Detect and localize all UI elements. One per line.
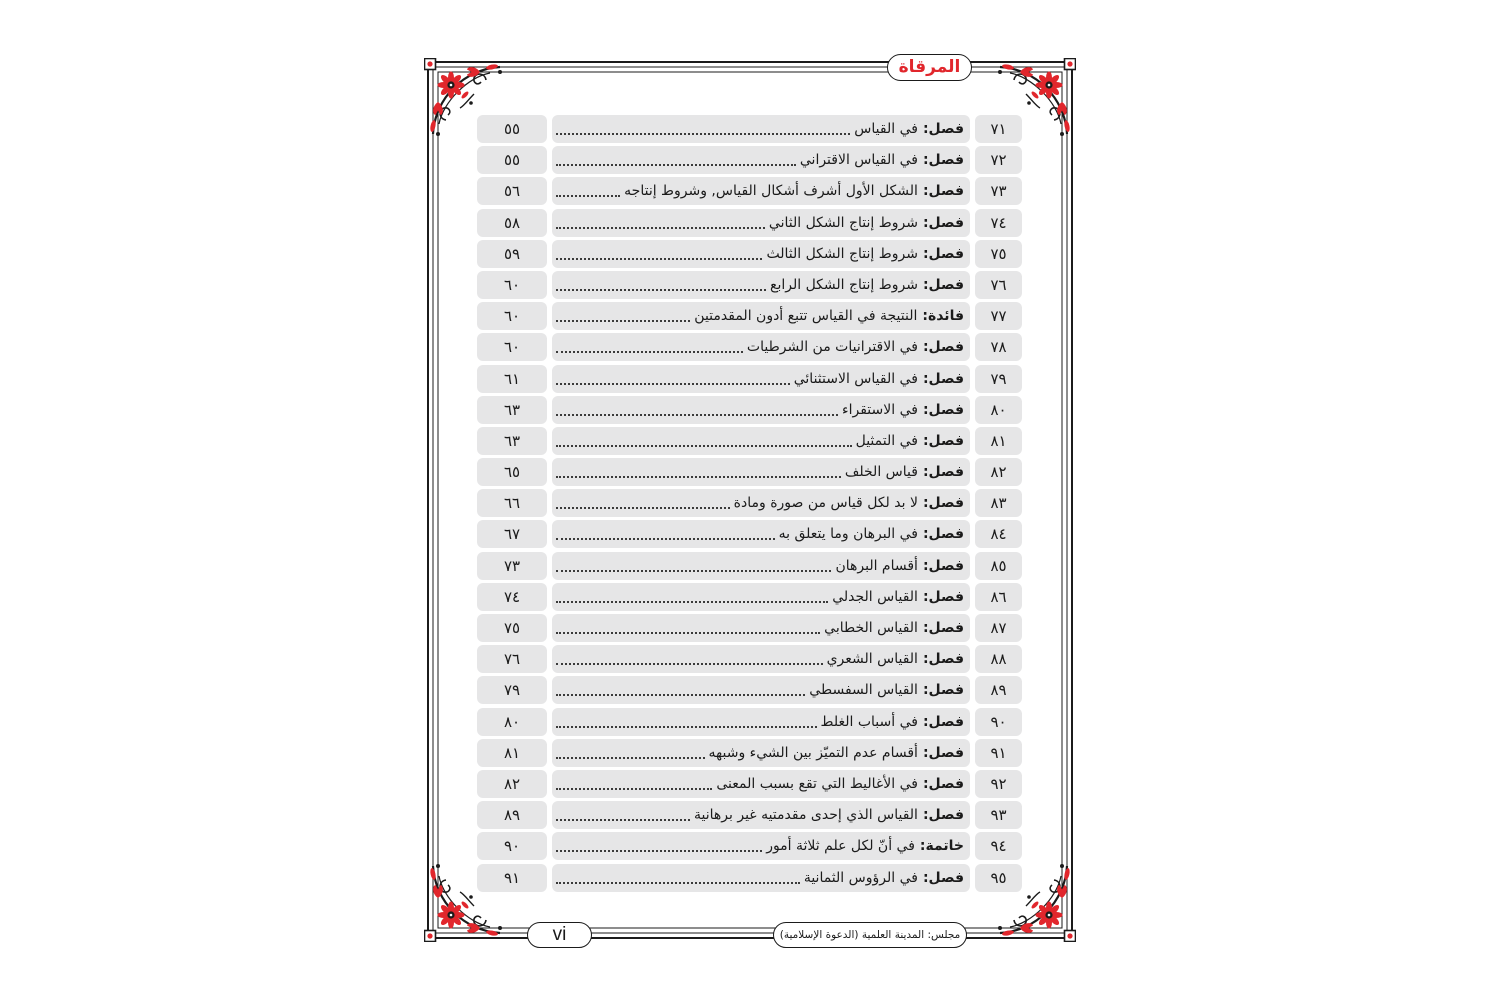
entry-label: فصل: [922, 495, 964, 512]
dot-leader [556, 538, 775, 540]
entry-number: ٩١ [975, 739, 1022, 767]
toc-row [477, 864, 1022, 892]
dot-leader [556, 414, 838, 416]
entry-label: فصل: [922, 588, 964, 605]
entry-label: فصل: [922, 432, 964, 449]
toc-row [477, 146, 1022, 174]
entry-title-cell [552, 333, 970, 361]
entry-number: ٨٧ [975, 614, 1022, 642]
entry-number: ٨٨ [975, 645, 1022, 673]
entry-page-number: ٦٣ [477, 396, 547, 424]
dot-leader [556, 227, 765, 229]
entry-title-cell [552, 770, 970, 798]
entry-title-cell [552, 489, 970, 517]
dot-leader [556, 726, 817, 728]
toc-row [477, 583, 1022, 611]
entry-title-cell [552, 271, 970, 299]
entry-page-number: ٦٠ [477, 333, 547, 361]
entry-title-cell [552, 614, 970, 642]
entry-title: في الرؤوس الثمانية [803, 869, 918, 886]
toc-row [477, 770, 1022, 798]
toc-row [477, 115, 1022, 143]
running-title-pill [887, 54, 972, 81]
toc-row [477, 614, 1022, 642]
entry-page-number: ٦٠ [477, 302, 547, 330]
entry-number: ٩٣ [975, 801, 1022, 829]
publisher-pill [773, 922, 967, 948]
toc-row [477, 489, 1022, 517]
entry-label: فصل: [922, 620, 964, 636]
entry-title-cell [552, 115, 970, 143]
entry-title: في القياس الاقتراني [799, 152, 918, 169]
entry-title: في أنّ لكل علم ثلاثة أمور [766, 838, 915, 855]
entry-title: في الاقترانيات من الشرطيات [746, 339, 918, 356]
toc-row [477, 458, 1022, 486]
entry-label: فصل: [922, 152, 964, 169]
toc-row [477, 209, 1022, 237]
entry-page-number: ٨٩ [477, 801, 547, 829]
entry-title: في القياس [854, 121, 918, 137]
entry-page-number: ٥٩ [477, 240, 547, 268]
entry-page-number: ٥٦ [477, 177, 547, 205]
toc-row [477, 739, 1022, 767]
entry-title: شروط إنتاج الشكل الرابع [770, 276, 918, 293]
toc-row [477, 832, 1022, 860]
dot-leader [556, 507, 730, 509]
dot-leader [556, 195, 620, 197]
toc-row [477, 520, 1022, 548]
entry-title: شروط إنتاج الشكل الثالث [766, 245, 918, 262]
dot-leader [556, 601, 828, 603]
toc-row [477, 271, 1022, 299]
dot-leader [556, 351, 743, 353]
entry-title-cell [552, 458, 970, 486]
entry-title-cell [552, 864, 970, 892]
entry-title: في أسباب الغلط [820, 713, 918, 730]
entry-title: أقسام البرهان [835, 557, 918, 574]
toc-row [477, 240, 1022, 268]
page-number: vi [552, 924, 567, 945]
dot-leader [556, 289, 766, 291]
entry-title-cell [552, 552, 970, 580]
entry-title: في الاستقراء [842, 401, 918, 418]
entry-number: ٧٥ [975, 240, 1022, 268]
entry-number: ٧٩ [975, 365, 1022, 393]
entry-page-number: ٥٨ [477, 209, 547, 237]
dot-leader [556, 258, 762, 260]
entry-page-number: ٧٩ [477, 676, 547, 704]
entry-title-cell [552, 739, 970, 767]
entry-title: في القياس الاستثنائي [793, 370, 918, 387]
entry-number: ٩٥ [975, 864, 1022, 892]
page-number-pill [527, 922, 592, 948]
dot-leader [556, 694, 805, 696]
entry-page-number: ٥٥ [477, 146, 547, 174]
entry-number: ٧٧ [975, 302, 1022, 330]
dot-leader [556, 882, 800, 884]
toc-row [477, 552, 1022, 580]
entry-number: ٧٣ [975, 177, 1022, 205]
entry-label: فصل: [922, 214, 964, 231]
publisher-name: مجلس: المدينة العلمية (الدعوة الإسلامية) [779, 929, 961, 941]
entry-title-cell [552, 177, 970, 205]
entry-label: فائدة: [922, 308, 964, 325]
entry-title: الشكل الأول أشرف أشكال القياس, وشروط إنتاجه [624, 183, 918, 200]
toc-row [477, 333, 1022, 361]
entry-title: القياس الذي إحدى مقدمتيه غير برهانية [694, 807, 918, 824]
entry-page-number: ٨١ [477, 739, 547, 767]
entry-page-number: ٧٤ [477, 583, 547, 611]
entry-title-cell [552, 676, 970, 704]
entry-label: فصل: [922, 557, 964, 574]
entry-number: ٩٤ [975, 832, 1022, 860]
entry-page-number: ٦٠ [477, 271, 547, 299]
entry-label: فصل: [922, 526, 964, 543]
entry-title-cell [552, 427, 970, 455]
dot-leader [556, 850, 762, 852]
entry-page-number: ٥٥ [477, 115, 547, 143]
entry-number: ٨٢ [975, 458, 1022, 486]
entry-number: ٨٤ [975, 520, 1022, 548]
entry-label: فصل: [922, 183, 964, 200]
entry-label: خاتمة: [919, 838, 964, 855]
toc-table [477, 115, 1022, 895]
entry-page-number: ٨٢ [477, 770, 547, 798]
toc-row [477, 801, 1022, 829]
entry-page-number: ٧٥ [477, 614, 547, 642]
entry-label: فصل: [922, 121, 964, 137]
entry-label: فصل: [922, 744, 964, 761]
running-title: المرقاة [898, 57, 961, 77]
dot-leader [556, 320, 690, 322]
entry-title-cell [552, 396, 970, 424]
dot-leader [556, 476, 841, 478]
toc-row [477, 396, 1022, 424]
dot-leader [556, 663, 823, 665]
entry-title-cell [552, 302, 970, 330]
dot-leader [556, 757, 705, 759]
dot-leader [556, 570, 831, 572]
toc-row [477, 708, 1022, 736]
entry-label: فصل: [922, 713, 964, 730]
dot-leader [556, 445, 852, 447]
dot-leader [556, 819, 690, 821]
entry-page-number: ٩١ [477, 864, 547, 892]
entry-label: فصل: [922, 464, 964, 481]
entry-label: فصل: [922, 682, 964, 699]
entry-page-number: ٦٧ [477, 520, 547, 548]
entry-page-number: ٦٣ [477, 427, 547, 455]
entry-number: ٨٦ [975, 583, 1022, 611]
entry-page-number: ٦٦ [477, 489, 547, 517]
entry-title: في البرهان وما يتعلق به [778, 526, 918, 543]
entry-title: في الأغاليط التي تقع بسبب المعنى [716, 775, 918, 792]
toc-row [477, 365, 1022, 393]
entry-label: فصل: [922, 245, 964, 262]
entry-number: ٨٩ [975, 676, 1022, 704]
dot-leader [556, 133, 850, 135]
entry-page-number: ٧٣ [477, 552, 547, 580]
entry-title-cell [552, 645, 970, 673]
entry-number: ٨٠ [975, 396, 1022, 424]
toc-row [477, 177, 1022, 205]
toc-row [477, 676, 1022, 704]
entry-number: ٨٣ [975, 489, 1022, 517]
entry-label: فصل: [922, 775, 964, 792]
entry-number: ٧٨ [975, 333, 1022, 361]
entry-title-cell [552, 240, 970, 268]
entry-title-cell [552, 801, 970, 829]
dot-leader [556, 632, 820, 634]
dot-leader [556, 383, 790, 385]
entry-label: فصل: [922, 651, 964, 668]
entry-number: ٨٥ [975, 552, 1022, 580]
entry-label: فصل: [922, 370, 964, 387]
entry-title-cell [552, 365, 970, 393]
entry-title-cell [552, 146, 970, 174]
entry-title: أقسام عدم التميّز بين الشيء وشبهه [708, 744, 918, 761]
entry-number: ٩٢ [975, 770, 1022, 798]
dot-leader [556, 164, 796, 166]
entry-title-cell [552, 708, 970, 736]
entry-title: قياس الخلف [844, 464, 918, 481]
entry-title: القياس الجدلي [832, 588, 918, 605]
dot-leader [556, 788, 712, 790]
entry-title: القياس الخطابي [824, 620, 918, 636]
entry-label: فصل: [922, 807, 964, 824]
entry-number: ٨١ [975, 427, 1022, 455]
entry-title-cell [552, 520, 970, 548]
entry-number: ٧٦ [975, 271, 1022, 299]
entry-title-cell [552, 583, 970, 611]
entry-title-cell [552, 209, 970, 237]
entry-label: فصل: [922, 276, 964, 293]
toc-row [477, 302, 1022, 330]
entry-title: لا بد لكل قياس من صورة ومادة [733, 495, 918, 512]
entry-number: ٧٤ [975, 209, 1022, 237]
entry-title: القياس الشعري [826, 651, 918, 668]
entry-number: ٩٠ [975, 708, 1022, 736]
toc-row [477, 427, 1022, 455]
entry-title: في التمثيل [855, 432, 918, 449]
entry-title: شروط إنتاج الشكل الثاني [768, 214, 918, 231]
entry-page-number: ٦١ [477, 365, 547, 393]
entry-number: ٧٢ [975, 146, 1022, 174]
entry-label: فصل: [922, 401, 964, 418]
entry-number: ٧١ [975, 115, 1022, 143]
entry-title-cell [552, 832, 970, 860]
toc-row [477, 645, 1022, 673]
entry-page-number: ٩٠ [477, 832, 547, 860]
entry-title: النتيجة في القياس تتبع أدون المقدمتين [694, 308, 918, 325]
entry-page-number: ٦٥ [477, 458, 547, 486]
entry-label: فصل: [922, 339, 964, 356]
entry-page-number: ٨٠ [477, 708, 547, 736]
entry-page-number: ٧٦ [477, 645, 547, 673]
entry-label: فصل: [922, 869, 964, 886]
entry-title: القياس السفسطي [809, 682, 918, 699]
